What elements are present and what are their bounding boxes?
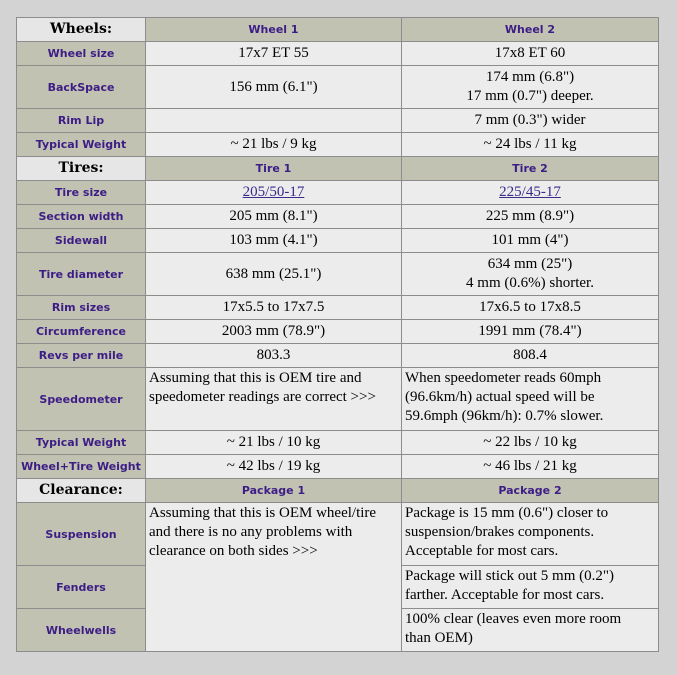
tires-section-width-value-2-line: 225 mm (8.9") <box>485 208 575 224</box>
tires-tire-size-value-1 <box>146 181 402 205</box>
tires-speedometer-value-1 <box>146 368 402 431</box>
wheels-rim-lip-value-2-line: 7 mm (0.3") wider <box>474 112 586 128</box>
tires-rim-sizes-value-1 <box>146 296 402 320</box>
tires-wheel-tire-weight-value-2-line: ~ 46 lbs / 21 kg <box>483 458 577 474</box>
tires-section-width-label: Section width <box>17 205 146 229</box>
tires-speedometer-value-2-line: (96.6km/h) actual speed will be <box>405 389 595 405</box>
wheels-wheel-size-value-2-line: 17x8 ET 60 <box>494 45 566 61</box>
clearance-package-1-note-line: and there is no any problems with <box>149 524 353 540</box>
tires-wheel-tire-weight-value-1-line: ~ 42 lbs / 19 kg <box>226 458 321 474</box>
tires-section-width-value-2 <box>402 205 659 229</box>
table-row <box>17 109 659 133</box>
table-row <box>17 344 659 368</box>
table-row <box>17 368 659 431</box>
tires-typical-weight-value-1-line: ~ 21 lbs / 10 kg <box>226 434 321 450</box>
tires-section-title: Tires: <box>17 157 146 181</box>
table-row <box>17 181 659 205</box>
table-row <box>17 253 659 296</box>
tires-speedometer-value-2 <box>402 368 659 431</box>
tires-sidewall-value-1-line: 103 mm (4.1") <box>229 232 318 248</box>
tires-tire-diameter-value-1 <box>146 253 402 296</box>
tires-tire-size-value-2-link[interactable]: 225/45-17 <box>499 184 561 200</box>
tires-column-2-header: Tire 2 <box>402 157 659 181</box>
clearance-header-row <box>17 479 659 503</box>
tires-column-1-header: Tire 1 <box>146 157 402 181</box>
clearance-package-1-note-line: Assuming that this is OEM wheel/tire <box>149 505 377 521</box>
clearance-suspension-value-2 <box>402 503 659 566</box>
clearance-suspension-label: Suspension <box>17 503 146 566</box>
wheels-typical-weight-value-1-line: ~ 21 lbs / 9 kg <box>230 136 317 152</box>
wheels-backspace-value-2 <box>402 66 659 109</box>
tires-circumference-value-2-line: 1991 mm (78.4") <box>478 323 582 339</box>
tires-tire-diameter-value-1-line: 638 mm (25.1") <box>225 265 322 282</box>
tires-typical-weight-value-2-line: ~ 22 lbs / 10 kg <box>483 434 577 450</box>
wheels-rim-lip-label: Rim Lip <box>17 109 146 133</box>
tires-circumference-value-2 <box>402 320 659 344</box>
table-row <box>17 320 659 344</box>
tires-tire-diameter-value-2-line: 4 mm (0.6%) shorter. <box>466 275 594 291</box>
tires-tire-size-value-1-link[interactable]: 205/50-17 <box>242 184 305 200</box>
wheel-tire-comparison-table <box>16 17 659 652</box>
wheels-column-1-header: Wheel 1 <box>146 18 402 42</box>
tires-tire-diameter-label: Tire diameter <box>17 253 146 296</box>
table-row <box>17 66 659 109</box>
tires-typical-weight-label: Typical Weight <box>17 431 146 455</box>
wheels-wheel-size-value-2 <box>402 42 659 66</box>
tires-revs-per-mile-label: Revs per mile <box>17 344 146 368</box>
clearance-column-1-header: Package 1 <box>146 479 402 503</box>
wheels-header-row <box>17 18 659 42</box>
wheels-backspace-value-2-line: 174 mm (6.8") <box>485 69 575 85</box>
clearance-wheelwells-value-2-line: than OEM) <box>405 630 473 646</box>
tires-speedometer-value-2-line: 59.6mph (96km/h): 0.7% slower. <box>405 408 604 424</box>
tires-tire-size-label: Tire size <box>17 181 146 205</box>
tires-sidewall-label: Sidewall <box>17 229 146 253</box>
table-body <box>17 18 659 652</box>
tires-rim-sizes-value-2-line: 17x6.5 to 17x8.5 <box>479 299 581 315</box>
clearance-section-title: Clearance: <box>17 479 146 503</box>
table-row <box>17 296 659 320</box>
tires-typical-weight-value-1 <box>146 431 402 455</box>
table-row <box>17 42 659 66</box>
wheels-backspace-value-2-line: 17 mm (0.7") deeper. <box>466 88 594 104</box>
clearance-fenders-value-2-line: Package will stick out 5 mm (0.2") <box>405 568 615 584</box>
tires-tire-diameter-value-2-line: 634 mm (25") <box>487 256 573 272</box>
tires-wheel-tire-weight-value-2 <box>402 455 659 479</box>
clearance-package-1-note <box>146 503 402 652</box>
tires-tire-size-value-2 <box>402 181 659 205</box>
tires-wheel-tire-weight-label: Wheel+Tire Weight <box>17 455 146 479</box>
clearance-suspension-value-2-line: Package is 15 mm (0.6") closer to <box>405 505 609 521</box>
tires-header-row <box>17 157 659 181</box>
tires-sidewall-value-2-line: 101 mm (4") <box>491 232 569 248</box>
tires-circumference-label: Circumference <box>17 320 146 344</box>
table-row <box>17 455 659 479</box>
table-row <box>17 503 659 566</box>
tires-section-width-value-1 <box>146 205 402 229</box>
clearance-fenders-label: Fenders <box>17 566 146 609</box>
tires-tire-diameter-value-2 <box>402 253 659 296</box>
tires-speedometer-value-1-line: speedometer readings are correct >>> <box>149 389 376 405</box>
wheels-wheel-size-value-1-line: 17x7 ET 55 <box>238 45 309 61</box>
wheels-rim-lip-value-1 <box>146 109 402 133</box>
wheels-typical-weight-label: Typical Weight <box>17 133 146 157</box>
clearance-column-2-header: Package 2 <box>402 479 659 503</box>
wheels-backspace-value-1 <box>146 66 402 109</box>
clearance-suspension-value-2-line: suspension/brakes components. <box>405 524 595 540</box>
tires-circumference-value-1-line: 2003 mm (78.9") <box>221 323 326 339</box>
table-row <box>17 205 659 229</box>
clearance-wheelwells-label: Wheelwells <box>17 609 146 652</box>
tires-sidewall-value-2 <box>402 229 659 253</box>
tires-rim-sizes-label: Rim sizes <box>17 296 146 320</box>
wheels-typical-weight-value-2-line: ~ 24 lbs / 11 kg <box>483 136 577 152</box>
clearance-fenders-value-2-line: farther. Acceptable for most cars. <box>405 587 605 603</box>
tires-section-width-value-1-line: 205 mm (8.1") <box>229 208 318 224</box>
wheels-section-title: Wheels: <box>17 18 146 42</box>
tires-rim-sizes-value-2 <box>402 296 659 320</box>
tires-speedometer-value-1-line: Assuming that this is OEM tire and <box>149 370 362 386</box>
wheels-backspace-value-1-line: 156 mm (6.1") <box>229 78 318 95</box>
clearance-wheelwells-value-2 <box>402 609 659 652</box>
clearance-suspension-value-2-line: Acceptable for most cars. <box>405 543 559 559</box>
tires-typical-weight-value-2 <box>402 431 659 455</box>
tires-revs-per-mile-value-1-line: 803.3 <box>256 347 291 363</box>
wheels-wheel-size-label: Wheel size <box>17 42 146 66</box>
clearance-package-1-note-line: clearance on both sides >>> <box>149 543 318 559</box>
tires-revs-per-mile-value-2-line: 808.4 <box>513 347 547 363</box>
tires-wheel-tire-weight-value-1 <box>146 455 402 479</box>
tires-circumference-value-1 <box>146 320 402 344</box>
tires-sidewall-value-1 <box>146 229 402 253</box>
clearance-fenders-value-2 <box>402 566 659 609</box>
tires-speedometer-value-2-line: When speedometer reads 60mph <box>405 370 602 386</box>
tires-rim-sizes-value-1-line: 17x5.5 to 17x7.5 <box>222 299 325 315</box>
tires-speedometer-label: Speedometer <box>17 368 146 431</box>
clearance-wheelwells-value-2-line: 100% clear (leaves even more room <box>405 611 622 627</box>
wheels-rim-lip-value-2 <box>402 109 659 133</box>
table-row <box>17 229 659 253</box>
wheels-typical-weight-value-2 <box>402 133 659 157</box>
tires-revs-per-mile-value-1 <box>146 344 402 368</box>
table-row <box>17 133 659 157</box>
table-row <box>17 431 659 455</box>
wheels-backspace-label: BackSpace <box>17 66 146 109</box>
wheels-typical-weight-value-1 <box>146 133 402 157</box>
tires-revs-per-mile-value-2 <box>402 344 659 368</box>
wheels-wheel-size-value-1 <box>146 42 402 66</box>
wheels-column-2-header: Wheel 2 <box>402 18 659 42</box>
